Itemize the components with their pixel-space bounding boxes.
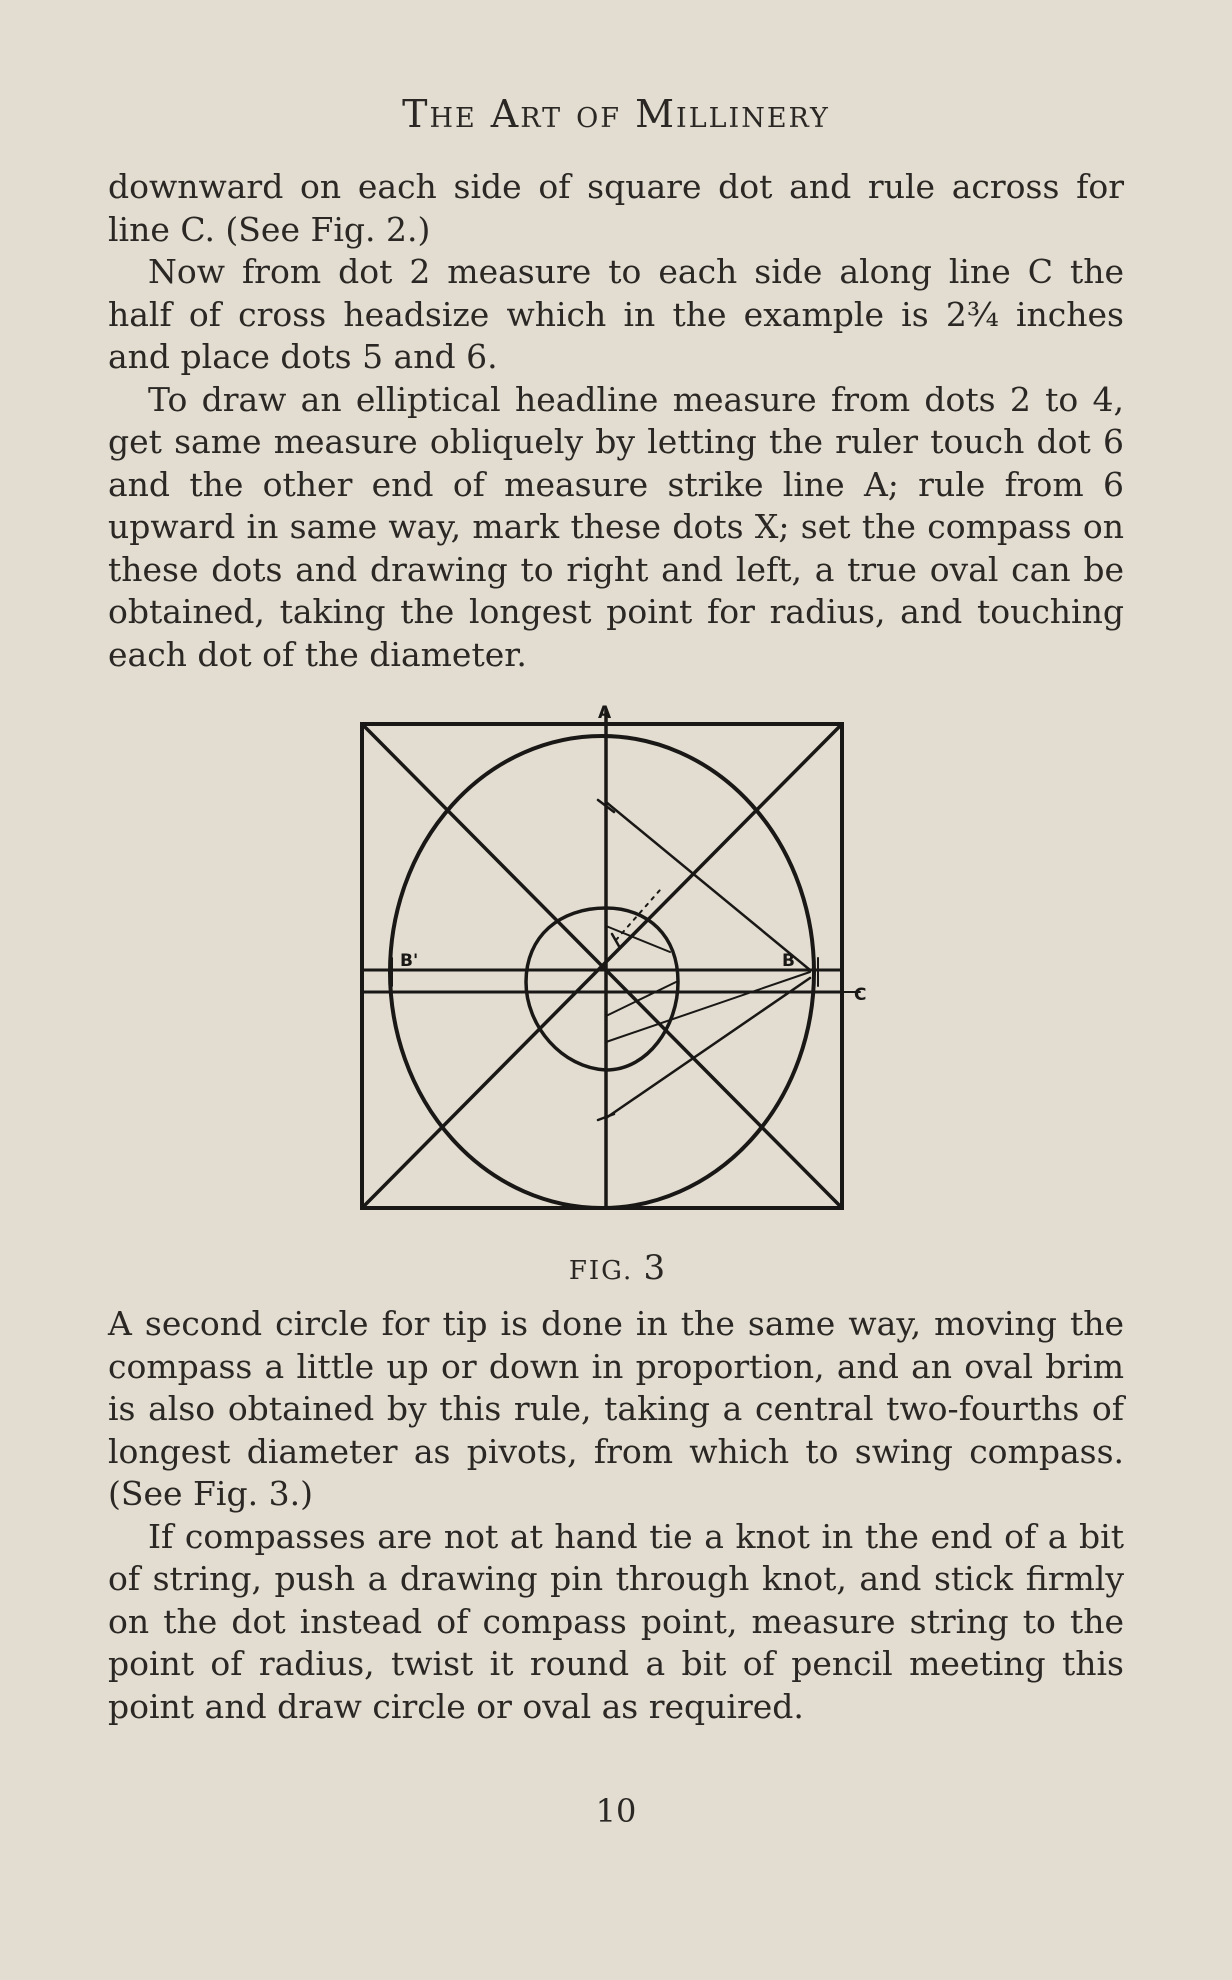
running-header: The Art of Millinery — [402, 92, 830, 136]
text-block-top — [108, 166, 1124, 676]
oval-construction-diagram — [330, 690, 900, 1230]
figure-caption-number: 3 — [643, 1248, 668, 1288]
figure-caption — [468, 1248, 768, 1288]
paragraph: Now from dot 2 measure to each side along line C the half of cross headsize which in the example is 2¾ inches and place dots 5 and 6. — [108, 252, 1124, 376]
label-a: A — [598, 703, 612, 723]
large-oval — [390, 736, 814, 1208]
figure-caption-prefix: FIG. — [568, 1256, 634, 1286]
oblique-line — [606, 802, 810, 970]
figure-3-diagram — [330, 690, 900, 1230]
label-c: C — [854, 985, 867, 1005]
oblique-line — [606, 982, 676, 1016]
small-oval — [526, 908, 678, 1070]
text-block-bottom — [108, 1303, 1124, 1728]
x-mark — [612, 934, 620, 948]
label-b-prime: B' — [400, 951, 419, 971]
paragraph: To draw an elliptical headline measure from dots 2 to 4, get same measure obliquely by letting the ruler touch dot 6 and the other end of measure strike line A; rule from 6 upward in same way, mark these dots X; set the compass on these dots and drawing to right and left, a true oval can be obtained, taking the longest point for radius, and touching each dot of the diameter. — [108, 379, 1124, 674]
page-number: 10 — [595, 1792, 637, 1830]
paragraph: downward on each side of square dot and rule across for line C. (See Fig. 2.) — [108, 167, 1124, 249]
oblique-line — [606, 972, 810, 1042]
paragraph: If compasses are not at hand tie a knot in the end of a bit of string, push a drawing pin through knot, and stick firmly on the dot instead of compass point, measure string to the point of radius, twist it round a bit of pencil meeting this point and draw circle or oval as required. — [108, 1516, 1124, 1726]
label-b: B — [782, 951, 795, 971]
paragraph: A second circle for tip is done in the same way, moving the compass a little up or down in proportion, and an oval brim is also obtained by this rule, taking a central two-fourths of longest diameter as pivots, from which to swing compass. (See Fig. 3.) — [108, 1304, 1124, 1513]
